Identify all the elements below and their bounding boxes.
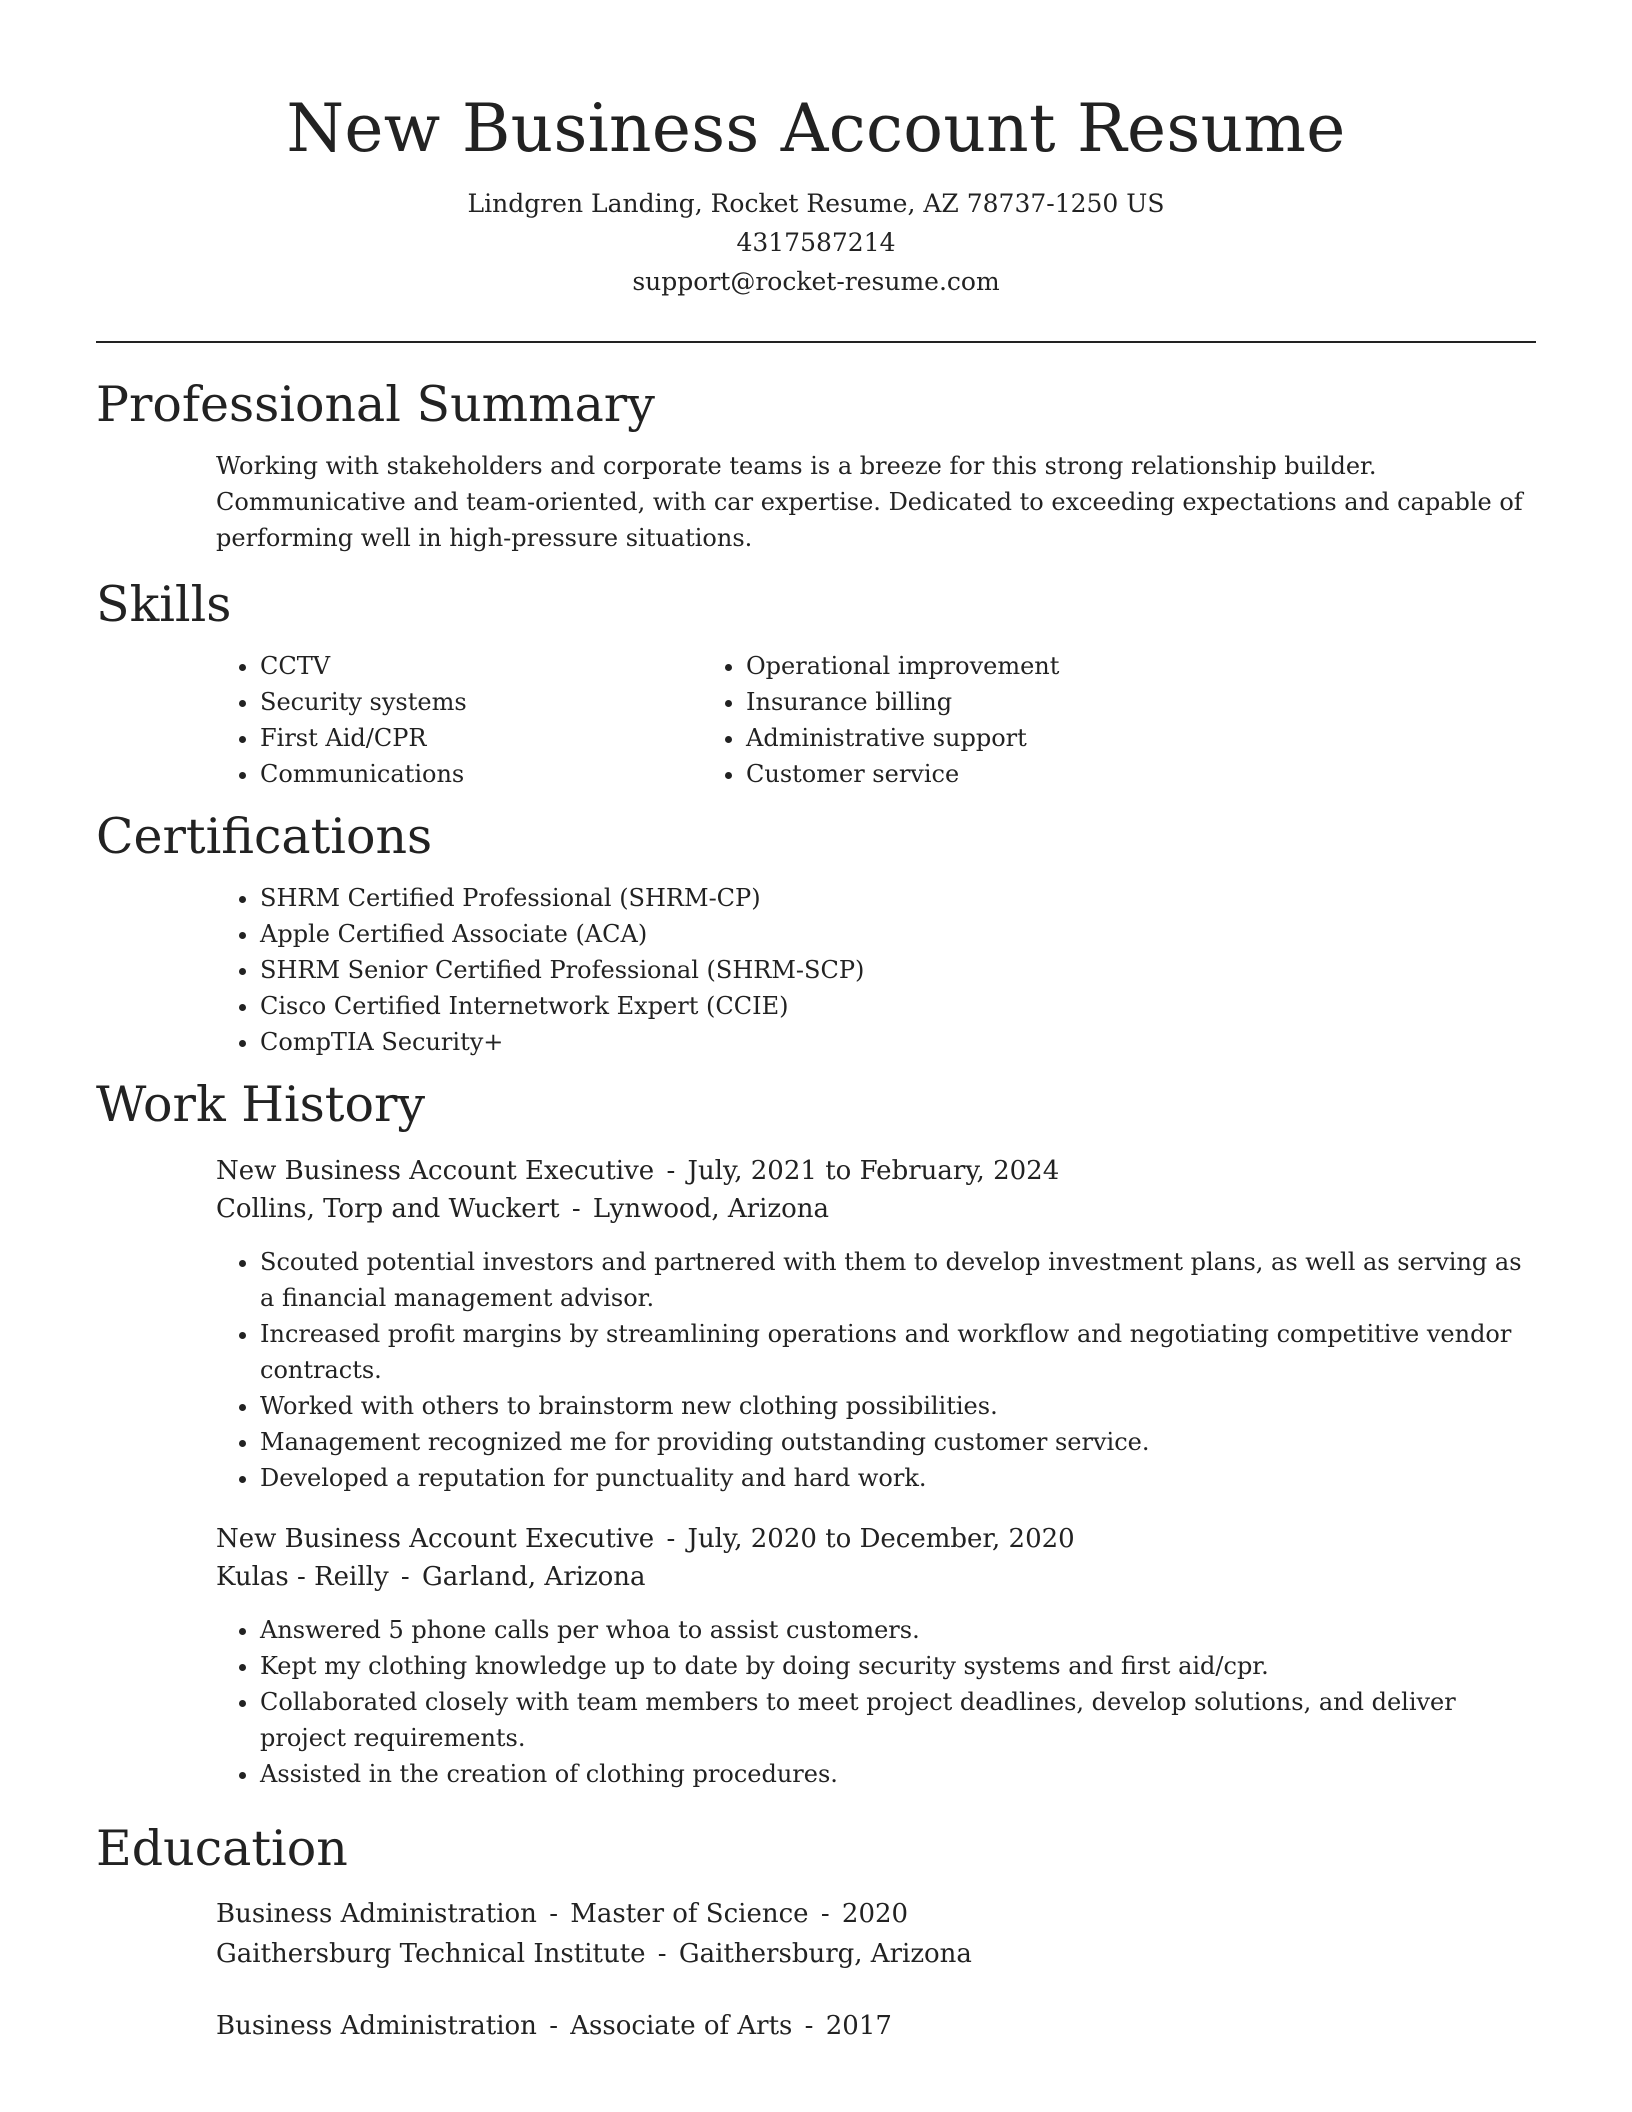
work-history-heading: Work History <box>96 1076 426 1133</box>
job-entry <box>96 1152 1536 1496</box>
education-school: Gaithersburg Technical Institute <box>216 1939 646 1969</box>
certification-item: • Apple Certified Associate (ACA) <box>260 916 1536 952</box>
job-title: New Business Account Executive <box>216 1156 655 1186</box>
job-duty: • Increased profit margins by streamlining operations and workflow and negotiating competitive vendor contracts. <box>260 1316 1536 1388</box>
skill-item: • First Aid/CPR <box>260 720 746 756</box>
education-field: Business Administration <box>216 2011 537 2041</box>
skills-column-left <box>96 648 746 792</box>
education-degree: Associate of Arts <box>570 2011 793 2041</box>
job-company-line: Kulas - Reilly - Garland, Arizona <box>216 1562 646 1592</box>
contact-email: support@rocket-resume.com <box>632 267 1000 296</box>
education-degree-line: Business Administration - Master of Science - 2020 <box>216 1899 909 1929</box>
job-duty: • Developed a reputation for punctuality and hard work. <box>260 1460 1536 1496</box>
skill-item: • Security systems <box>260 684 746 720</box>
job-entry <box>96 1520 1536 1792</box>
resume-header <box>0 84 1632 301</box>
certifications-heading: Certifications <box>96 808 433 865</box>
job-duty: • Worked with others to brainstorm new clothing possibilities. <box>260 1388 1536 1424</box>
skill-item: • Customer service <box>746 756 1059 792</box>
job-title-line: New Business Account Executive - July, 2020 to December, 2020 <box>216 1524 1075 1554</box>
job-duties-list <box>216 1612 1536 1792</box>
education-school-line: Gaithersburg Technical Institute - Gaithersburg, Arizona <box>216 1939 972 1969</box>
job-duty: • Kept my clothing knowledge up to date by doing security systems and first aid/cpr. <box>260 1648 1536 1684</box>
skills-heading: Skills <box>96 576 232 633</box>
education-field: Business Administration <box>216 1899 537 1929</box>
education-heading: Education <box>96 1820 348 1877</box>
education-entry <box>96 2006 1536 2046</box>
certifications-list <box>96 880 1536 1060</box>
job-location: Garland, Arizona <box>422 1562 646 1592</box>
job-duties-list <box>216 1244 1536 1496</box>
certifications-section <box>96 804 1536 1060</box>
skill-item: • Administrative support <box>746 720 1059 756</box>
job-title-line: New Business Account Executive - July, 2021 to February, 2024 <box>216 1156 1060 1186</box>
summary-section <box>96 372 1536 556</box>
document-title: New Business Account Resume <box>286 90 1346 167</box>
skill-item: • CCTV <box>260 648 746 684</box>
education-location: Gaithersburg, Arizona <box>678 1939 972 1969</box>
skill-item: • Operational improvement <box>746 648 1059 684</box>
job-duty: • Management recognized me for providing outstanding customer service. <box>260 1424 1536 1460</box>
skills-section <box>96 572 1536 792</box>
education-entry <box>96 1894 1536 1974</box>
skills-column-right <box>746 648 1059 792</box>
job-duty: • Assisted in the creation of clothing procedures. <box>260 1756 1536 1792</box>
job-company: Collins, Torp and Wuckert <box>216 1194 560 1224</box>
education-degree: Master of Science <box>570 1899 809 1929</box>
skill-item: • Insurance billing <box>746 684 1059 720</box>
certification-item: • SHRM Senior Certified Professional (SHRM-SCP) <box>260 952 1536 988</box>
summary-heading: Professional Summary <box>96 376 655 433</box>
certification-item: • SHRM Certified Professional (SHRM-CP) <box>260 880 1536 916</box>
job-duty: • Scouted potential investors and partnered with them to develop investment plans, as well as serving as a financial management advisor. <box>260 1244 1536 1316</box>
job-company-line: Collins, Torp and Wuckert - Lynwood, Arizona <box>216 1194 830 1224</box>
job-dates: July, 2021 to February, 2024 <box>687 1156 1060 1186</box>
job-company: Kulas - Reilly <box>216 1562 389 1592</box>
work-history-section <box>96 1072 1536 1792</box>
certification-item: • Cisco Certified Internetwork Expert (CCIE) <box>260 988 1536 1024</box>
contact-phone: 4317587214 <box>736 228 896 257</box>
education-section <box>96 1816 1536 2046</box>
job-location: Lynwood, Arizona <box>592 1194 830 1224</box>
job-duty: • Answered 5 phone calls per whoa to assist customers. <box>260 1612 1536 1648</box>
education-degree-line: Business Administration - Associate of Arts - 2017 <box>216 2011 892 2041</box>
certification-item: • CompTIA Security+ <box>260 1024 1536 1060</box>
job-duty: • Collaborated closely with team members to meet project deadlines, develop solutions, and deliver project requirements. <box>260 1684 1536 1756</box>
skill-item: • Communications <box>260 756 746 792</box>
contact-block <box>0 184 1632 301</box>
skills-grid <box>96 648 1536 792</box>
education-year: 2020 <box>841 1899 909 1929</box>
job-dates: July, 2020 to December, 2020 <box>687 1524 1075 1554</box>
education-year: 2017 <box>825 2011 892 2041</box>
job-title: New Business Account Executive <box>216 1524 655 1554</box>
header-divider <box>96 341 1536 343</box>
resume-body <box>96 372 1536 2078</box>
summary-text: Working with stakeholders and corporate teams is a breeze for this strong relationship builder. Communicative and team-oriented, with car expertise. Dedicated to exceeding expectations and capable of performing well in high-pressure situations. <box>216 452 1523 552</box>
contact-address: Lindgren Landing, Rocket Resume, AZ 78737-1250 US <box>467 189 1165 218</box>
